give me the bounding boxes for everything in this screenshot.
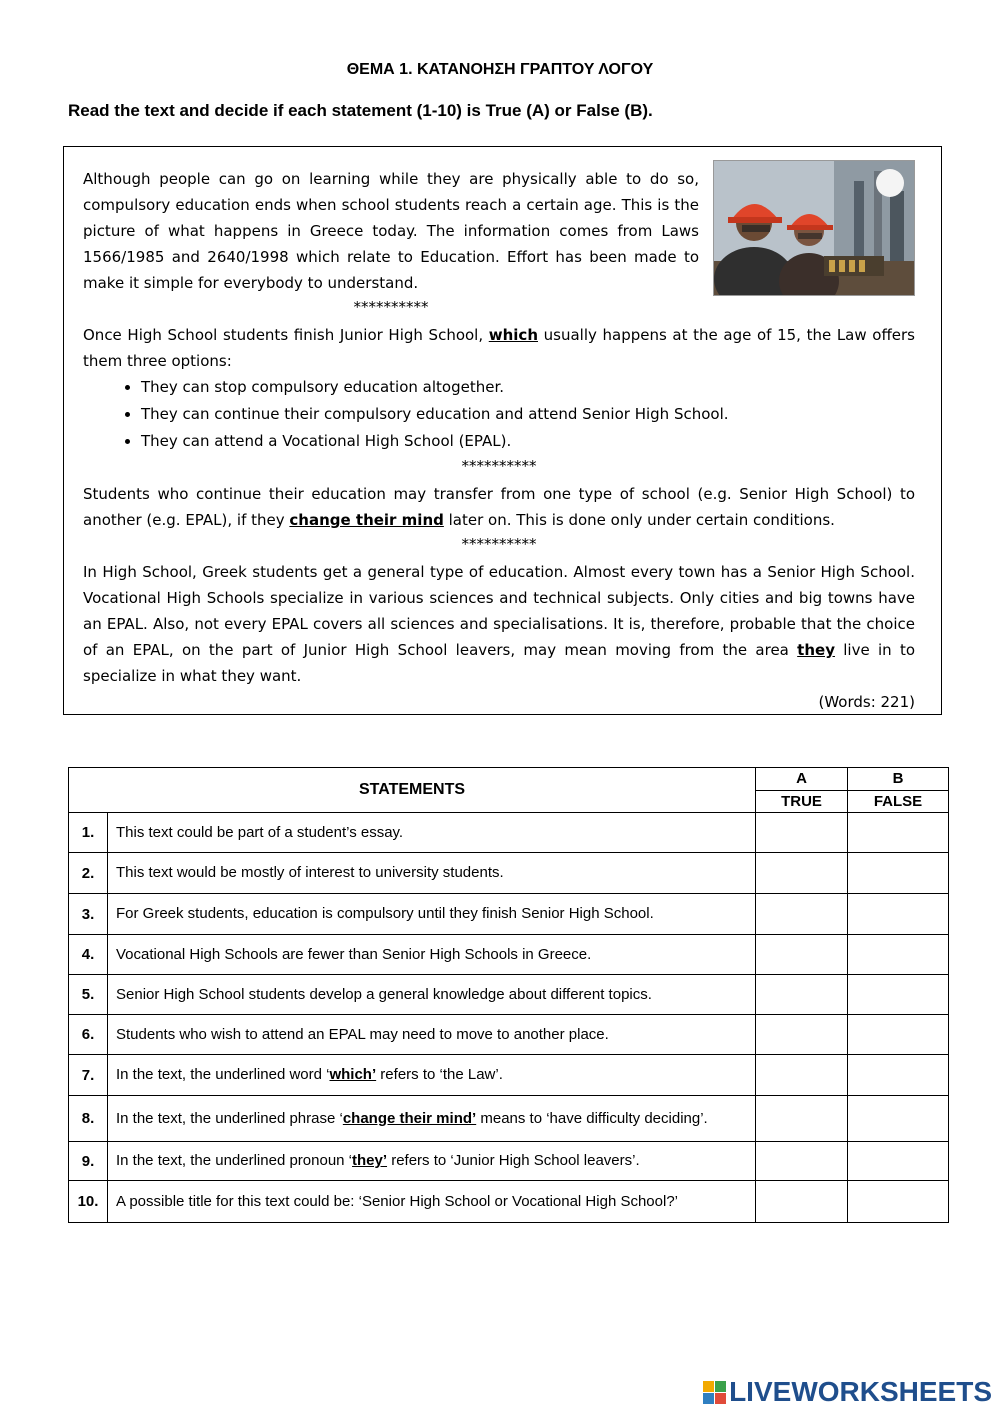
answer-false-1[interactable]: [848, 813, 949, 853]
paragraph-2: Once High School students finish Junior High School, which usually happens at the age of 15, the Law offers them three options:: [83, 326, 915, 370]
paragraph-4: In High School, Greek students get a general type of education. Almost every town has a Senior High School. Vocational High Schools specialize in various sciences and technical subjects. Only cities and big towns have an EPAL. Also, not every EPAL covers all sciences and specialisations. It is, therefore, probable that the choice of an EPAL, on the part of Junior High School leavers, may mean moving from the area they live in to specialize in what they want.: [83, 563, 916, 685]
underlined-they: they: [797, 641, 835, 659]
list-item: • They can stop compulsory education altogether.: [141, 374, 915, 401]
statements-header: STATEMENTS: [69, 768, 756, 813]
paragraph-3: Students who continue their education may transfer from one type of school (e.g. Senior High School) to another (e.g. EPAL), if they change their mind later on. This is done only under certain conditions.: [83, 485, 915, 529]
answer-false-3[interactable]: [848, 894, 949, 935]
answer-true-3[interactable]: [756, 894, 848, 935]
logo-square: [715, 1393, 726, 1404]
answer-false-4[interactable]: [848, 935, 949, 975]
answer-true-9[interactable]: [756, 1142, 848, 1181]
logo-mark-icon: [703, 1381, 726, 1404]
separator: **********: [461, 457, 537, 475]
instructions: Read the text and decide if each statement (1-10) is True (A) or False (B).: [68, 101, 653, 120]
table-row: 9. In the text, the underlined pronoun ‘they’ refers to ‘Junior High School leavers’.: [69, 1142, 949, 1181]
separator: **********: [353, 298, 429, 316]
reading-passage: [63, 146, 942, 715]
answer-false-7[interactable]: [848, 1055, 949, 1096]
logo-square: [703, 1381, 714, 1392]
answer-false-10[interactable]: [848, 1181, 949, 1223]
answer-true-2[interactable]: [756, 853, 848, 894]
answer-false-5[interactable]: [848, 975, 949, 1015]
logo-square: [715, 1381, 726, 1392]
underlined-which: which: [488, 326, 538, 344]
col-b-false: FALSE: [848, 790, 949, 813]
answer-false-9[interactable]: [848, 1142, 949, 1181]
answer-true-8[interactable]: [756, 1096, 848, 1142]
underlined-change-their-mind-ref: change their mind’: [342, 1109, 477, 1127]
table-row: 1. This text could be part of a student’s essay.: [69, 813, 949, 853]
underlined-which-ref: which’: [329, 1066, 377, 1083]
underlined-they-ref: they’: [352, 1152, 388, 1169]
table-row: 4. Vocational High Schools are fewer than Senior High Schools in Greece.: [69, 935, 949, 975]
underlined-change-their-mind: change their mind: [289, 511, 444, 529]
answer-true-10[interactable]: [756, 1181, 848, 1223]
table-row: 5. Senior High School students develop a general knowledge about different topics.: [69, 975, 949, 1015]
table-row: 10. A possible title for this text could be: ‘Senior High School or Vocational High School?’: [69, 1181, 949, 1223]
table-row: 7. In the text, the underlined word ‘which’ refers to ‘the Law’.: [69, 1055, 949, 1096]
col-a-letter: A: [756, 768, 848, 791]
paragraph-1: Although people can go on learning while they are physically able to do so, compulsory education ends when school students reach a certain age. This is the picture of what happens in Greece today. The information comes from Laws 1566/1985 and 2640/1998 which relate to Education. Effort has been made to make it simple for everybody to understand.: [83, 170, 699, 292]
table-row: 8. In the text, the underlined phrase ‘change their mind’ means to ‘have difficulty deciding’.: [69, 1096, 949, 1142]
answer-true-4[interactable]: [756, 935, 848, 975]
table-row: 3. For Greek students, education is compulsory until they finish Senior High School.: [69, 894, 949, 935]
options-list: [83, 374, 915, 455]
word-count: (Words: 221): [818, 693, 915, 711]
liveworksheets-logo: [703, 1375, 992, 1409]
answer-true-6[interactable]: [756, 1015, 848, 1055]
statements-table: [68, 767, 949, 1223]
list-item: • They can attend a Vocational High School (EPAL).: [141, 428, 915, 455]
table-row: 2. This text would be mostly of interest to university students.: [69, 853, 949, 894]
logo-text: LIVEWORKSHEETS: [729, 1376, 992, 1407]
answer-false-6[interactable]: [848, 1015, 949, 1055]
answer-true-5[interactable]: [756, 975, 848, 1015]
col-b-letter: B: [848, 768, 949, 791]
worksheet-heading: ΘΕΜΑ 1. ΚΑΤΑΝΟΗΣΗ ΓΡΑΠΤΟΥ ΛΟΓΟΥ: [346, 61, 654, 78]
answer-true-1[interactable]: [756, 813, 848, 853]
separator: **********: [461, 535, 537, 553]
list-item: • They can continue their compulsory education and attend Senior High School.: [141, 401, 915, 428]
col-a-true: TRUE: [756, 790, 848, 813]
answer-true-7[interactable]: [756, 1055, 848, 1096]
answer-false-2[interactable]: [848, 853, 949, 894]
answer-false-8[interactable]: [848, 1096, 949, 1142]
logo-square: [703, 1393, 714, 1404]
workers-photo: [713, 160, 915, 296]
table-row: 6. Students who wish to attend an EPAL may need to move to another place.: [69, 1015, 949, 1055]
